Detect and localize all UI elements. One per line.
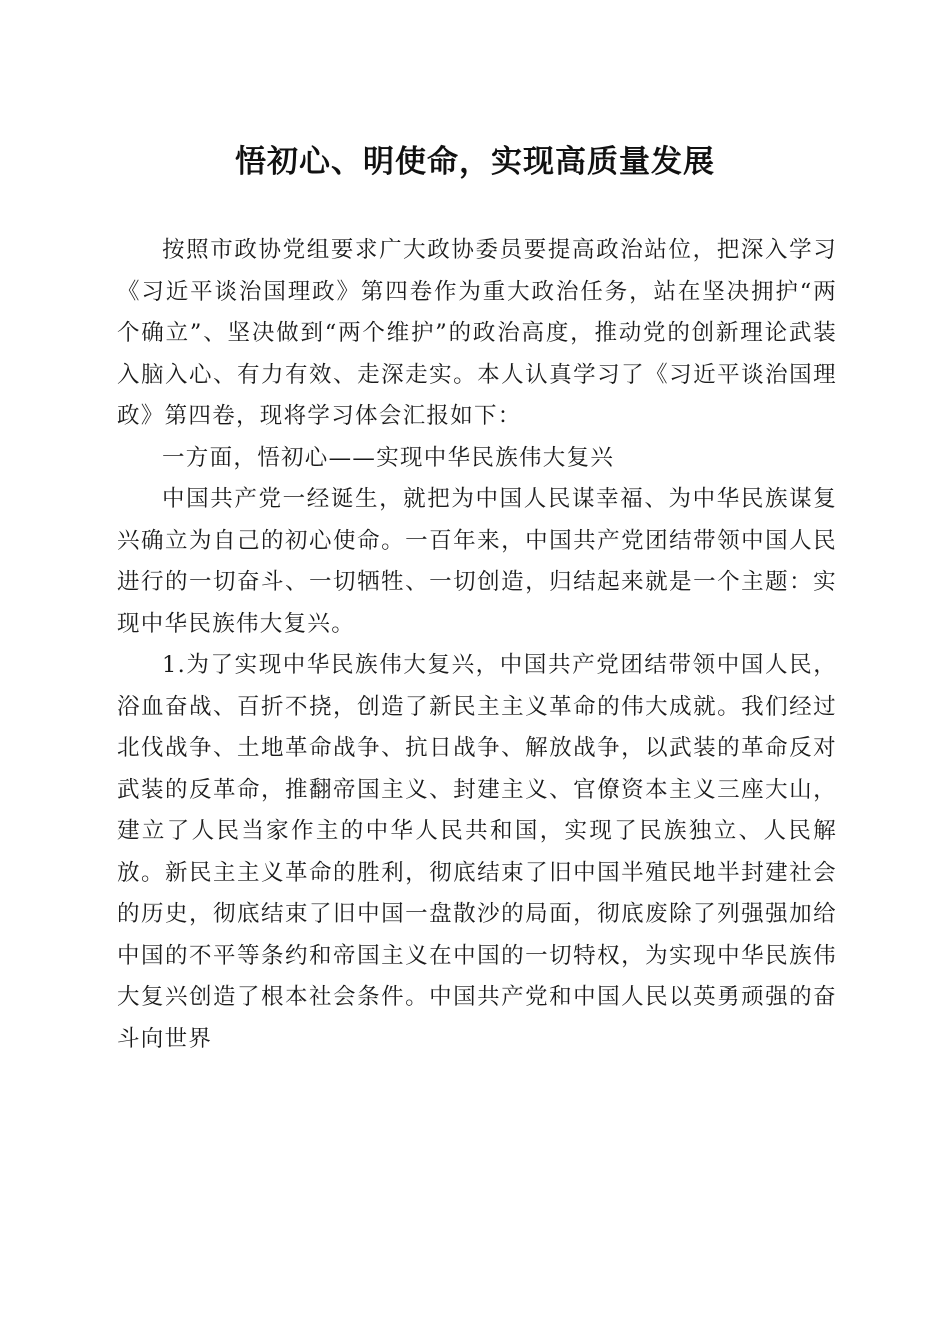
document-body [117,230,837,1060]
section-paragraph: 中国共产党一经诞生，就把为中国人民谋幸福、为中华民族谋复兴确立为自己的初心使命。一百年来，中国共产党团结带领中国人民进行的一切奋斗、一切牺牲、一切创造，归结起来就是一个主题：实现中华民族伟大复兴。 [117,486,837,637]
section-heading: 一方面，悟初心——实现中华民族伟大复兴 [162,444,615,471]
intro-paragraph: 按照市政协党组要求广大政协委员要提高政治站位，把深入学习《习近平谈治国理政》第四卷作为重大政治任务，站在坚决拥护“两个确立”、坚决做到“两个维护”的政治高度，推动党的创新理论武装入脑入心、有力有效、走深走实。本人认真学习了《习近平谈治国理政》第四卷，现将学习体会汇报如下： [117,237,837,429]
document-title: 悟初心、明使命，实现高质量发展 [235,144,715,180]
point-one-paragraph: 1.为了实现中华民族伟大复兴，中国共产党团结带领中国人民，浴血奋战、百折不挠，创造了新民主主义革命的伟大成就。我们经过北伐战争、土地革命战争、抗日战争、解放战争，以武装的革命反对武装的反革命，推翻帝国主义、封建主义、官僚资本主义三座大山，建立了人民当家作主的中华人民共和国，实现了民族独立、人民解放。新民主主义革命的胜利，彻底结束了旧中国半殖民地半封建社会的历史，彻底结束了旧中国一盘散沙的局面，彻底废除了列强强加给中国的不平等条约和帝国主义在中国的一切特权，为实现中华民族伟大复兴创造了根本社会条件。中国共产党和中国人民以英勇顽强的奋斗向世界 [117,652,837,1052]
